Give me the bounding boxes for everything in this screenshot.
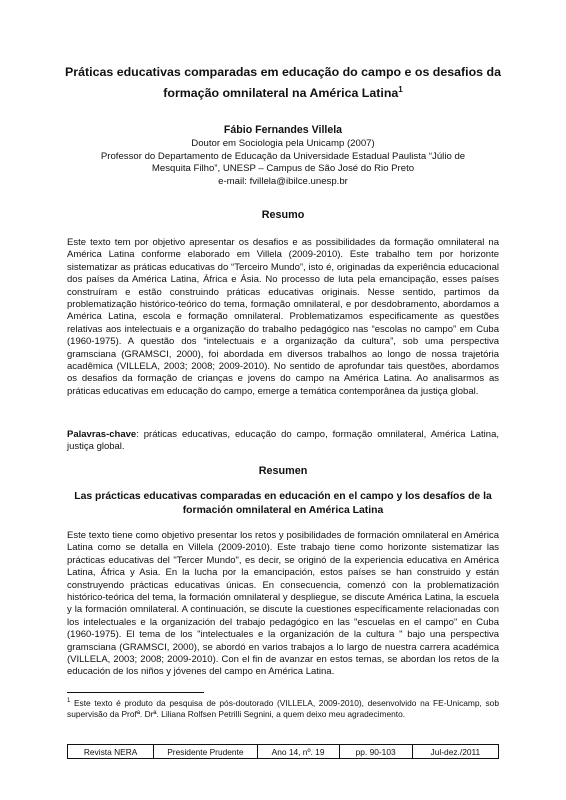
footnote [67,696,499,719]
author-affiliation-line2: Mesquita Filho”, UNESP – Campus de São José do Rio Preto [151,163,415,175]
resumen-title: Las prácticas educativas comparadas en educación en el campo y los desafíos de la formación omnilateral en América Latina [74,491,492,516]
keywords-text: : práticas educativas, educação do campo, formação omnilateral, América Latina, justiça global. [67,429,499,453]
article-title-text: Práticas educativas comparadas em educação do campo e os desafios da formação omnilateral na América Latina [65,65,501,101]
keywords-paragraph [67,429,499,454]
footer-date: Jul-dez./2011 [412,745,498,759]
footnote-divider [67,692,204,693]
footer-city: Presidente Prudente [154,745,257,759]
resumo-body: Este texto tem por objetivo apresentar os desafios e as possibilidades da formação omnilateral na América Latina conforme elaborado em Villela (2009-2010). Este trabalho tem por horizonte sistematizar as práticas educativas do “Terceiro Mundo”, isto é, originadas da experiência educacional dos países da América Latina, África e Ásia. No processo de luta pela emancipação, esses países construíram e estão construindo práticas educativas originais. Nesse sentido, partimos da problematização histórico-teórico do tema, formação omnilateral, e por desdobramento, abordamos a América Latina, escola e formação omnilateral. Problematizamos especificamente as questões relativas aos intelectuais e a organização do trabalho pedagógico nas “escolas no campo” em Cuba (1960-1975). A questão dos “intelectuais e a organização da cultura”, sob uma perspectiva gramsciana (GRAMSCI, 2000), foi abordada em diversos trabalhos ao longo de nossa trajetória acadêmica (VILLELA, 2003; 2008; 2009-2010). No sentido de aprofundar tais questões, abordamos os desafios da formação de crianças e jovens do campo na América Latina. Ao analisarmos as práticas educativas em educação do campo, emerge a temática contemporânea da justiça global. [67,237,499,397]
footer-journal: Revista NERA [68,745,154,759]
footer-pages: pp. 90-103 [339,745,412,759]
running-footer [67,744,499,759]
author-block [60,124,506,188]
keywords-label: Palavras-chave [67,429,137,440]
author-name: Fábio Fernandes Villela [223,124,343,136]
footnote-marker: 1 [67,698,71,704]
resumen-heading: Resumen [258,465,308,477]
footnote-text: Este texto é produto da pesquisa de pós-doutorado (VILLELA, 2009-2010), desenvolvido na FE-Unicamp, sob supervisão da Profª. Drª. Liliana Rolfsen Petrilli Segnini, a quem deixo meu agradecimento. [67,697,499,719]
title-footnote-marker: 1 [398,85,403,94]
resumo-heading: Resumo [261,209,305,221]
article-title [60,64,506,102]
footer-volume: Ano 14, nº. 19 [257,745,339,759]
author-affiliation-line1: Professor do Departamento de Educação da Universidade Estadual Paulista “Júlio de [100,150,466,162]
footer-row [68,745,499,759]
author-degree: Doutor em Sociologia pela Unicamp (2007) [191,138,375,150]
author-email: e-mail: fvillela@ibilce.unesp.br [218,175,348,187]
resumen-body: Este texto tiene como objetivo presentar los retos y posibilidades de formación omnilateral en América Latina como se detalla en Villela (2009-2010). Este trabajo tiene como horizonte sistematizar las prácticas educativas del "Tercer Mundo", es decir, se originó de la experiencia educativa en América Latina, África y Asia. En la lucha por la emancipación, estos países se han construido y están construyendo prácticas educativas únicas. En consecuencia, comenzó con la problematización histórico-teórica del tema, la formación omnilateral y despliegue, se discute América Latina, la escuela y la formación omnilateral. A continuación, se discute la cuestiones específicamente relacionadas con los intelectuales e la organización del trabajo pedagógico en las "escuelas en el campo" en Cuba (1960-1975). El tema de los "intelectuales e la organización de la cultura " bajo una perspectiva gramsciana (GRAMSCI, 2000), se abordó en varios trabajos a lo largo de nuestra carrera académica (VILLELA, 2003; 2008; 2009-2010). Con el fin de avanzar en estos temas, se abordan los retos de la educación de los niños y jóvenes del campo en América Latina. [67,530,499,678]
